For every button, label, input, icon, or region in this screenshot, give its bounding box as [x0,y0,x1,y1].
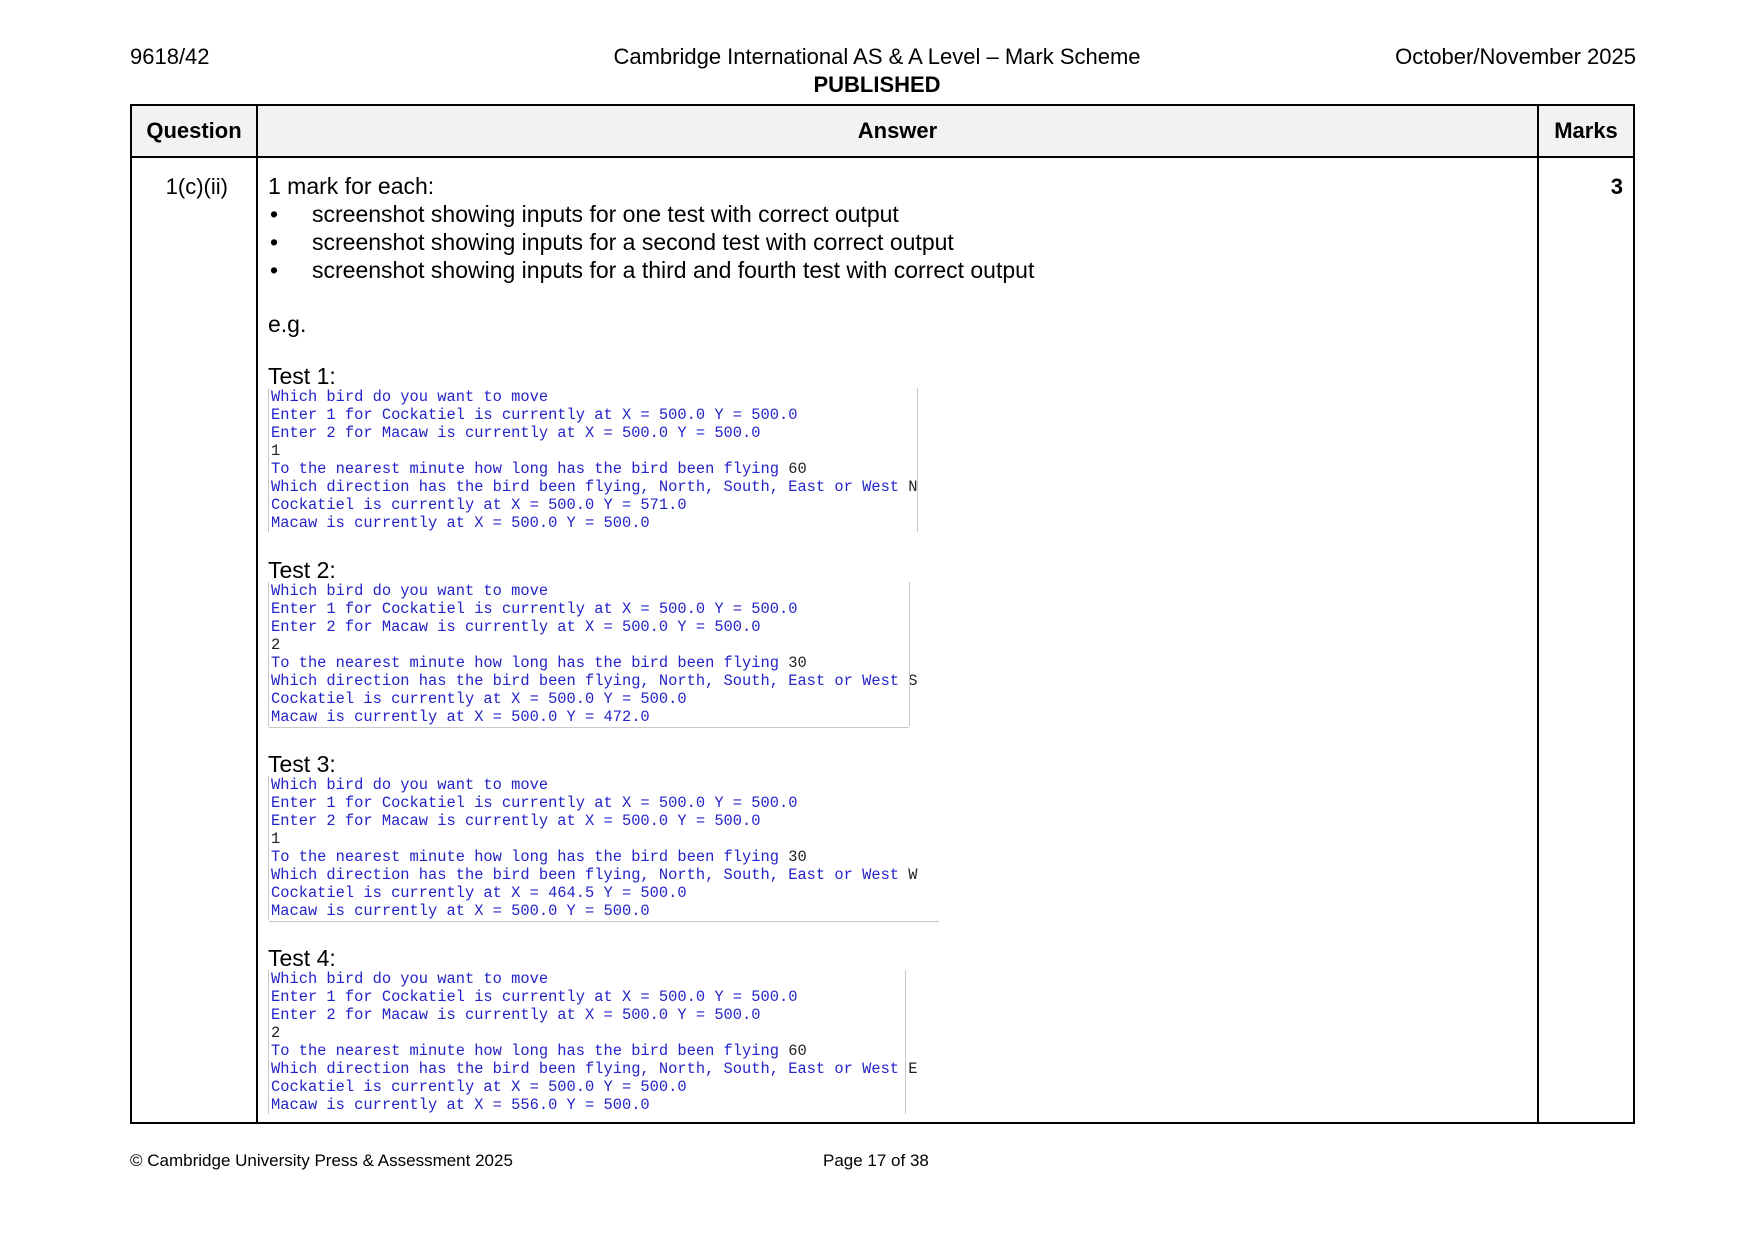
table-row [131,157,1634,1123]
console-output: To the nearest minute how long has the bird been flying [271,1042,789,1060]
mark-criteria-list [268,200,1527,284]
console-line [271,654,1527,672]
console-output: Which direction has the bird been flying, North, South, East or West [271,866,909,884]
question-column-header: Question [131,105,257,157]
test-label: Test 4: [268,945,336,971]
console-line [271,1006,1527,1024]
console-output: Which bird do you want to move [271,776,549,794]
screenshot-border [269,921,939,922]
answer-cell [257,157,1538,1123]
console-line [271,884,1527,902]
screenshot-border [909,582,910,726]
test-label: Test 3: [268,751,336,777]
console-output: Which bird do you want to move [271,388,549,406]
console-line [271,496,1527,514]
console-line [271,848,1527,866]
list-item [268,256,1527,284]
console-output: Which direction has the bird been flying, North, South, East or West [271,478,909,496]
criterion-text: screenshot showing inputs for a third and fourth test with correct output [312,257,1035,283]
console-line [271,460,1527,478]
console-output: Which bird do you want to move [271,970,549,988]
test-label: Test 2: [268,557,336,583]
bullet-icon: • [270,257,279,283]
console-screenshot [268,776,1527,920]
console-output: Enter 2 for Macaw is currently at X = 500.0 Y = 500.0 [271,812,761,830]
console-input: N [908,478,918,496]
screenshot-border [905,970,906,1114]
console-line [271,1060,1527,1078]
console-line [271,406,1527,424]
console-input: W [908,866,918,884]
test-4 [268,946,1527,1114]
console-line [271,1078,1527,1096]
console-output: To the nearest minute how long has the bird been flying [271,848,789,866]
console-line [271,812,1527,830]
console-output: Macaw is currently at X = 500.0 Y = 500.0 [271,514,650,532]
console-input: 2 [271,1024,281,1042]
console-line [271,1096,1527,1114]
console-output: Cockatiel is currently at X = 500.0 Y = 500.0 [271,690,687,708]
screenshot-border [269,727,909,728]
console-input: 30 [788,848,807,866]
bullet-icon: • [270,201,279,227]
answer-intro: 1 mark for each: [268,173,435,199]
console-input: S [908,672,918,690]
console-output: Which direction has the bird been flying, North, South, East or West [271,672,909,690]
console-output: Which bird do you want to move [271,582,549,600]
console-input: 1 [271,830,281,848]
console-output: Cockatiel is currently at X = 500.0 Y = 571.0 [271,496,687,514]
console-line [271,600,1527,618]
list-item [268,200,1527,228]
console-line [271,1042,1527,1060]
console-output: Macaw is currently at X = 556.0 Y = 500.0 [271,1096,650,1114]
header-subtitle: PUBLISHED [813,72,941,97]
console-input: 60 [788,460,807,478]
console-line [271,424,1527,442]
console-line [271,388,1527,406]
copyright-notice: © Cambridge University Press & Assessment 2025 [130,1151,513,1170]
bullet-icon: • [270,229,279,255]
example-label: e.g. [268,311,307,337]
criterion-text: screenshot showing inputs for a second test with correct output [312,229,954,255]
console-line [271,478,1527,496]
console-output: To the nearest minute how long has the bird been flying [271,654,789,672]
test-1 [268,364,1527,532]
console-input: 1 [271,442,281,460]
exam-session: October/November 2025 [1395,44,1636,69]
console-line [271,830,1527,848]
console-screenshot [268,970,1527,1114]
console-output: Enter 2 for Macaw is currently at X = 500.0 Y = 500.0 [271,1006,761,1024]
console-line [271,988,1527,1006]
paper-code: 9618/42 [130,44,210,69]
console-output: Cockatiel is currently at X = 464.5 Y = 500.0 [271,884,687,902]
console-output: Enter 1 for Cockatiel is currently at X = 500.0 Y = 500.0 [271,600,798,618]
test-3 [268,752,1527,920]
console-output: Macaw is currently at X = 500.0 Y = 500.0 [271,902,650,920]
console-line [271,442,1527,460]
console-screenshot [268,582,1527,726]
console-output: Enter 1 for Cockatiel is currently at X = 500.0 Y = 500.0 [271,988,798,1006]
console-line [271,902,1527,920]
console-line [271,1024,1527,1042]
console-line [271,866,1527,884]
console-output: Enter 2 for Macaw is currently at X = 500.0 Y = 500.0 [271,618,761,636]
criterion-text: screenshot showing inputs for one test with correct output [312,201,899,227]
list-item [268,228,1527,256]
console-line [271,708,1527,726]
console-input: 60 [788,1042,807,1060]
console-line [271,514,1527,532]
console-line [271,582,1527,600]
console-line [271,672,1527,690]
console-line [271,618,1527,636]
console-output: Enter 1 for Cockatiel is currently at X = 500.0 Y = 500.0 [271,406,798,424]
console-line [271,970,1527,988]
header-title: Cambridge International AS & A Level – Mark Scheme [613,44,1141,69]
console-output: Enter 1 for Cockatiel is currently at X = 500.0 Y = 500.0 [271,794,798,812]
console-line [271,636,1527,654]
marks-value: 3 [1538,157,1634,1123]
screenshot-border [917,388,918,532]
mark-scheme-table [130,104,1635,1124]
console-output: Cockatiel is currently at X = 500.0 Y = 500.0 [271,1078,687,1096]
answer-column-header: Answer [257,105,1538,157]
console-line [271,776,1527,794]
test-label: Test 1: [268,363,336,389]
console-screenshot [268,388,1527,532]
console-output: Enter 2 for Macaw is currently at X = 500.0 Y = 500.0 [271,424,761,442]
console-output: Macaw is currently at X = 500.0 Y = 472.0 [271,708,650,726]
table-header-row [131,105,1634,157]
console-line [271,794,1527,812]
console-output: Which direction has the bird been flying, North, South, East or West [271,1060,909,1078]
console-line [271,690,1527,708]
console-output: To the nearest minute how long has the bird been flying [271,460,789,478]
page-number: Page 17 of 38 [823,1151,929,1170]
console-input: 2 [271,636,281,654]
question-number: 1(c)(ii) [131,157,257,1123]
test-2 [268,558,1527,726]
marks-column-header: Marks [1538,105,1634,157]
console-input: E [908,1060,918,1078]
console-input: 30 [788,654,807,672]
